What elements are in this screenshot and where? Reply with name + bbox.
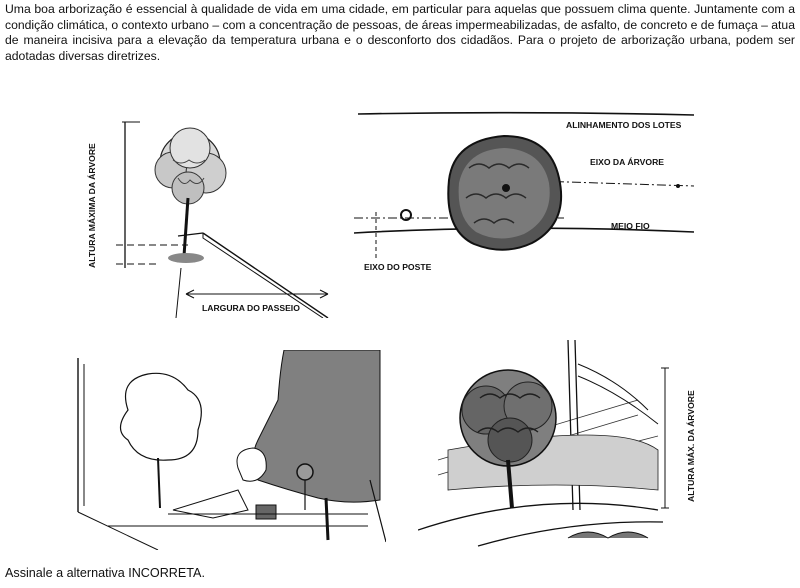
pole-axis-label: EIXO DO POSTE	[364, 262, 432, 272]
intro-paragraph: Uma boa arborização é essencial à qualidade de vida em uma cidade, em particular para aquelas que possuem clima quente. Juntamente com a condição climática, o contexto urbano – com a concentração de pessoas, de áreas impermeabilizadas, de asfalto, de concreto e de fumaça – atua de maneira incisiva para a elevação da temperatura urbana e o desconforto dos cidadãos. Para o projeto de arborização urbana, podem ser adotadas diversas diretrizes.	[5, 2, 795, 63]
question-prompt: Assinale a alternativa INCORRETA.	[5, 566, 205, 580]
figure-tree-power-lines	[418, 340, 700, 550]
sidewalk-width-label: LARGURA DO PASSEIO	[202, 303, 300, 313]
figure-street-perspective	[68, 350, 386, 550]
curb-label: MEIO FIO	[611, 221, 650, 231]
tree-drawing	[155, 128, 226, 263]
tree-max-height-label-2: ALTURA MÁX. DA ÁRVORE	[686, 390, 696, 502]
tree-axis-label: EIXO DA ÁRVORE	[590, 157, 665, 167]
lot-alignment-label: ALINHAMENTO DOS LOTES	[566, 120, 682, 130]
figure-tree-height-sidewalk	[78, 108, 340, 318]
tree-canopy-plan	[448, 136, 561, 250]
tree-max-height-label: ALTURA MÁXIMA DA ÁRVORE	[87, 143, 97, 268]
figure-plan-view	[354, 108, 699, 278]
